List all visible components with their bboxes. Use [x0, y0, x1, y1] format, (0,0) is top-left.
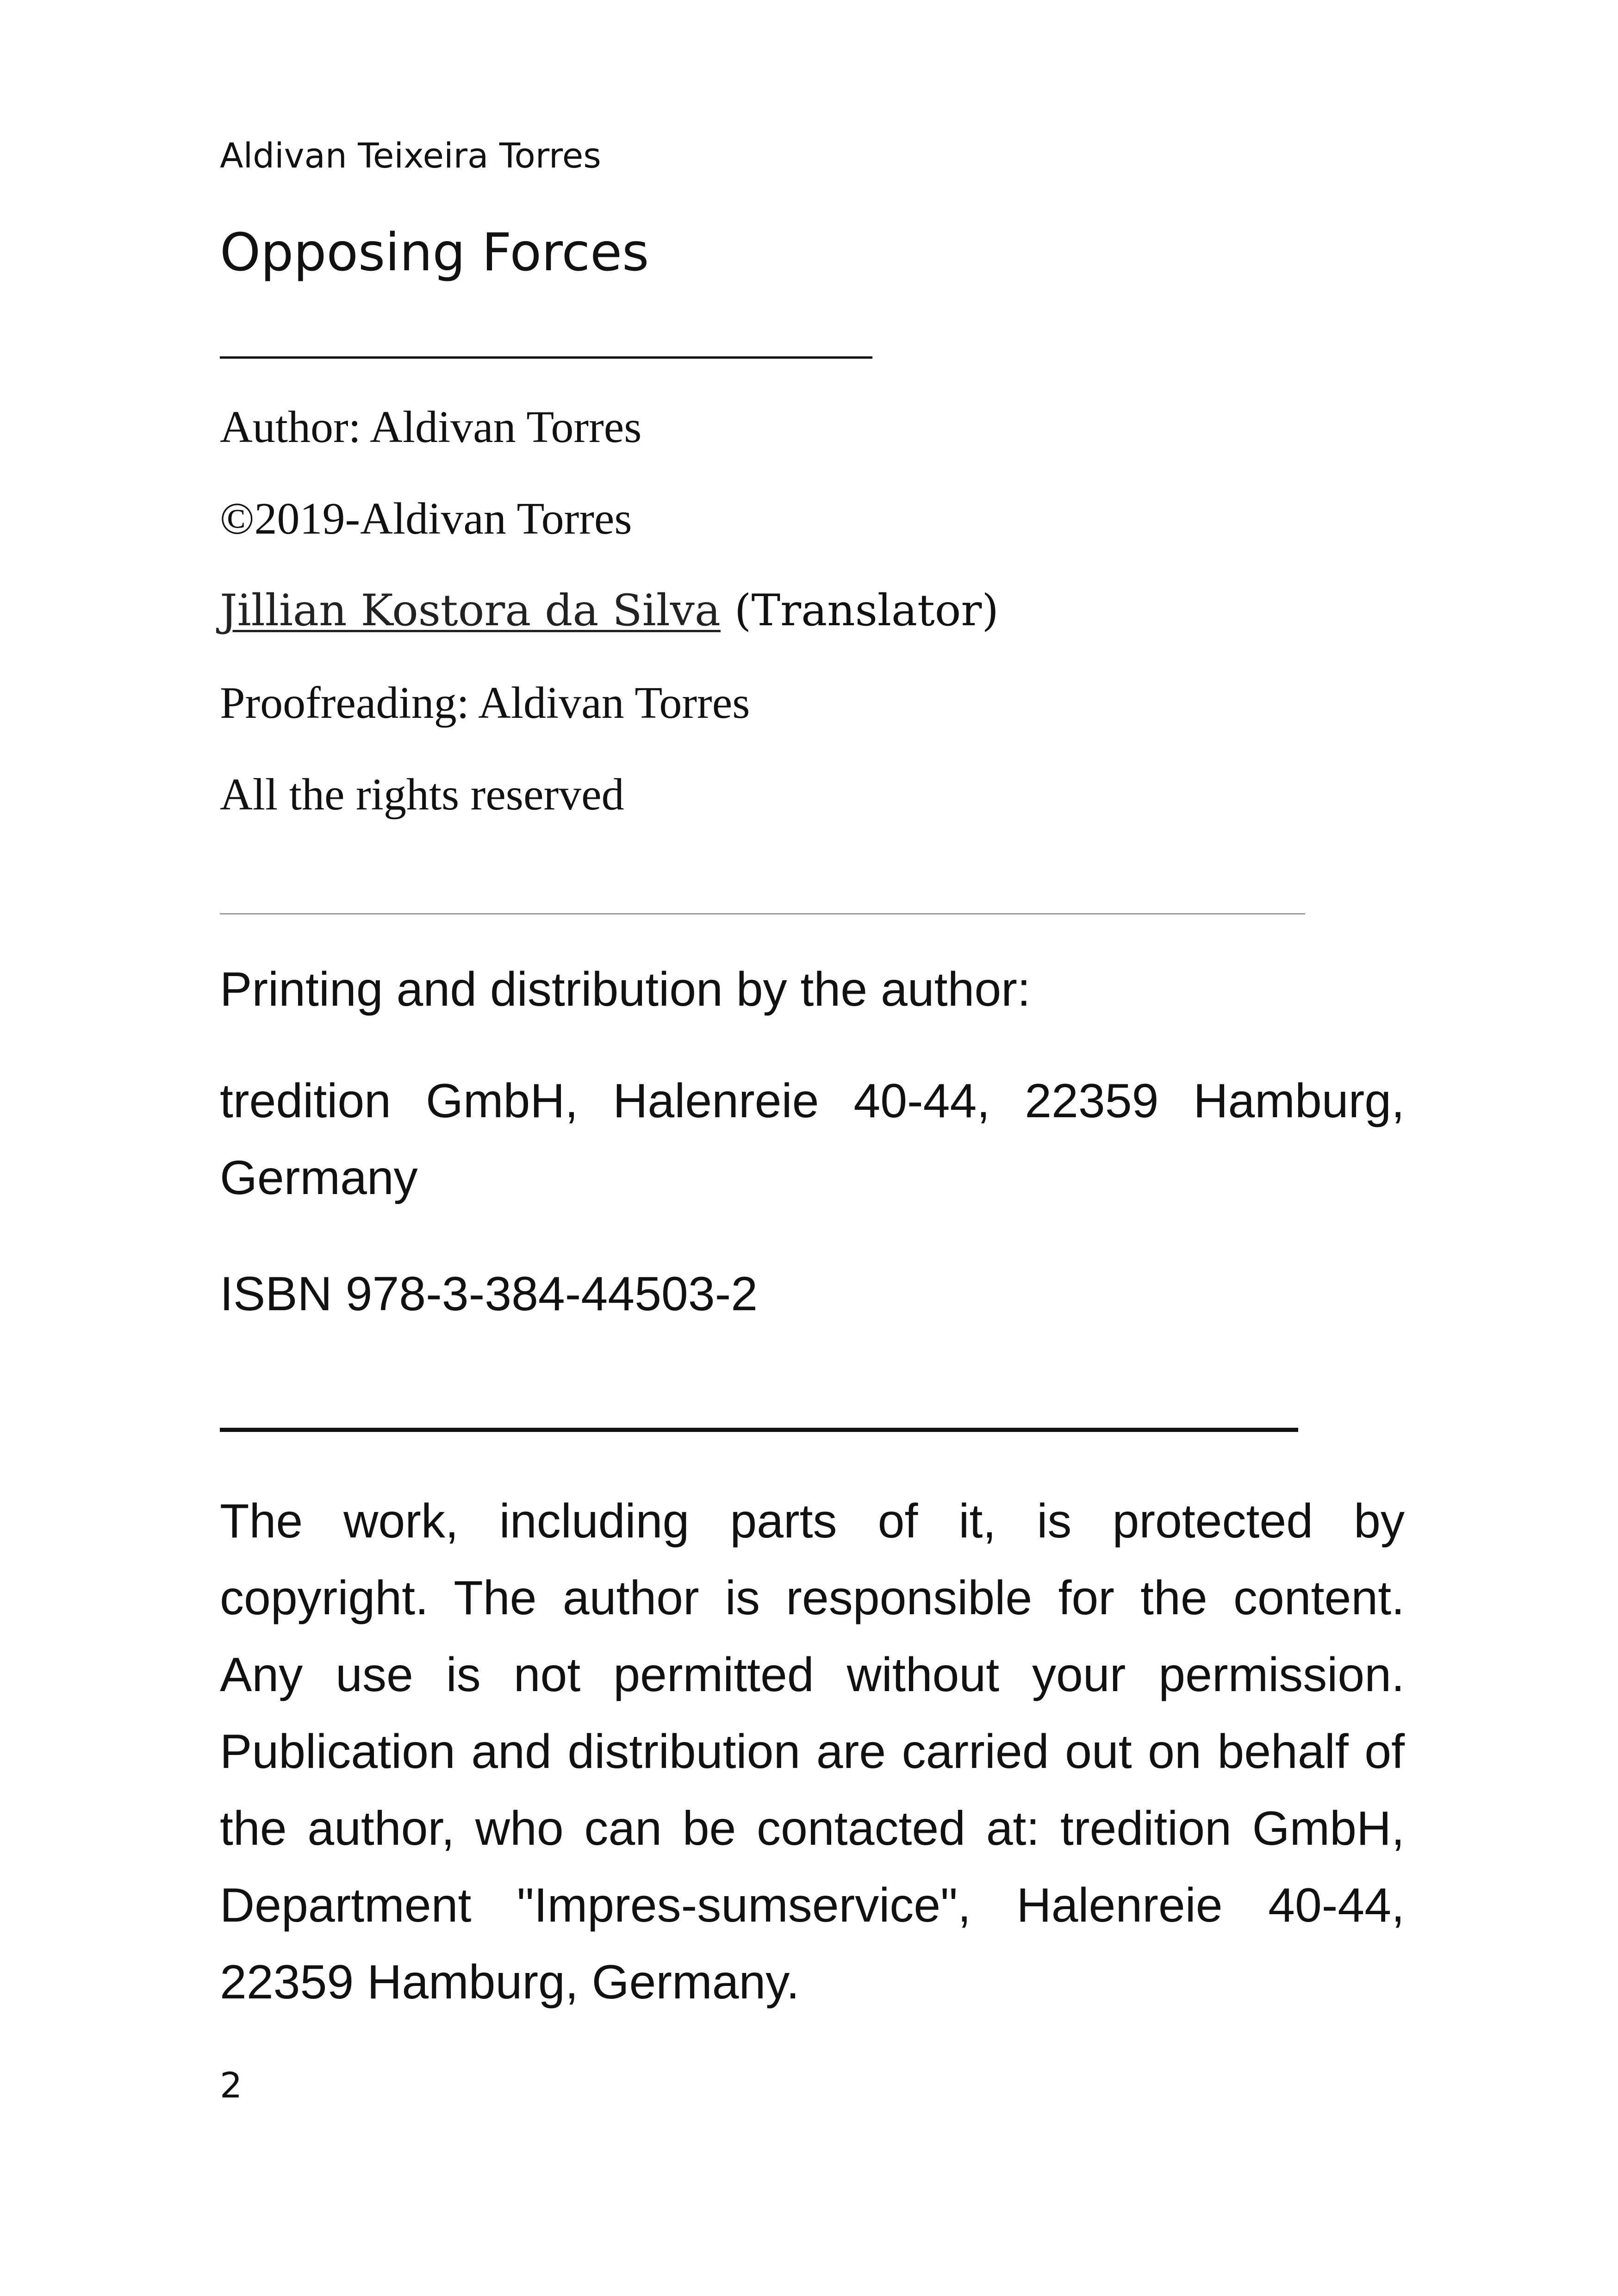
translator-link[interactable]: Jillian Kostora da Silva	[220, 585, 721, 636]
translator-credit	[220, 585, 999, 636]
running-header-author: Aldivan Teixeira Torres	[220, 136, 601, 176]
proofreading-credit: Proofreading: Aldivan Torres	[220, 678, 750, 728]
isbn: ISBN 978-3-384-44503-2	[220, 1267, 758, 1321]
copyright-notice-paragraph: The work, including parts of it, is protected by copyright. The author is responsible for the content. Any use is not permitted without your permission. Publication and distribution are carried out on behalf of the author, who can be contacted at: tredition GmbH, Department "Impres-sumservice", Halenreie 40-44, 22359 Hamburg, Germany.	[220, 1494, 1405, 2009]
copyright-line: ©2019-Aldivan Torres	[220, 494, 632, 544]
divider-short	[220, 356, 872, 359]
divider-thick	[220, 1428, 1298, 1432]
rights-notice: All the rights reserved	[220, 770, 624, 820]
author-credit: Author: Aldivan Torres	[220, 402, 642, 452]
divider-thin	[220, 913, 1305, 915]
publisher-address: tredition GmbH, Halenreie 40-44, 22359 Hamburg, Germany	[220, 1074, 1405, 1205]
printing-label: Printing and distribution by the author:	[220, 963, 1031, 1016]
translator-role: (Translator)	[720, 585, 999, 636]
book-title: Opposing Forces	[220, 223, 649, 283]
page-number: 2	[220, 2065, 243, 2106]
